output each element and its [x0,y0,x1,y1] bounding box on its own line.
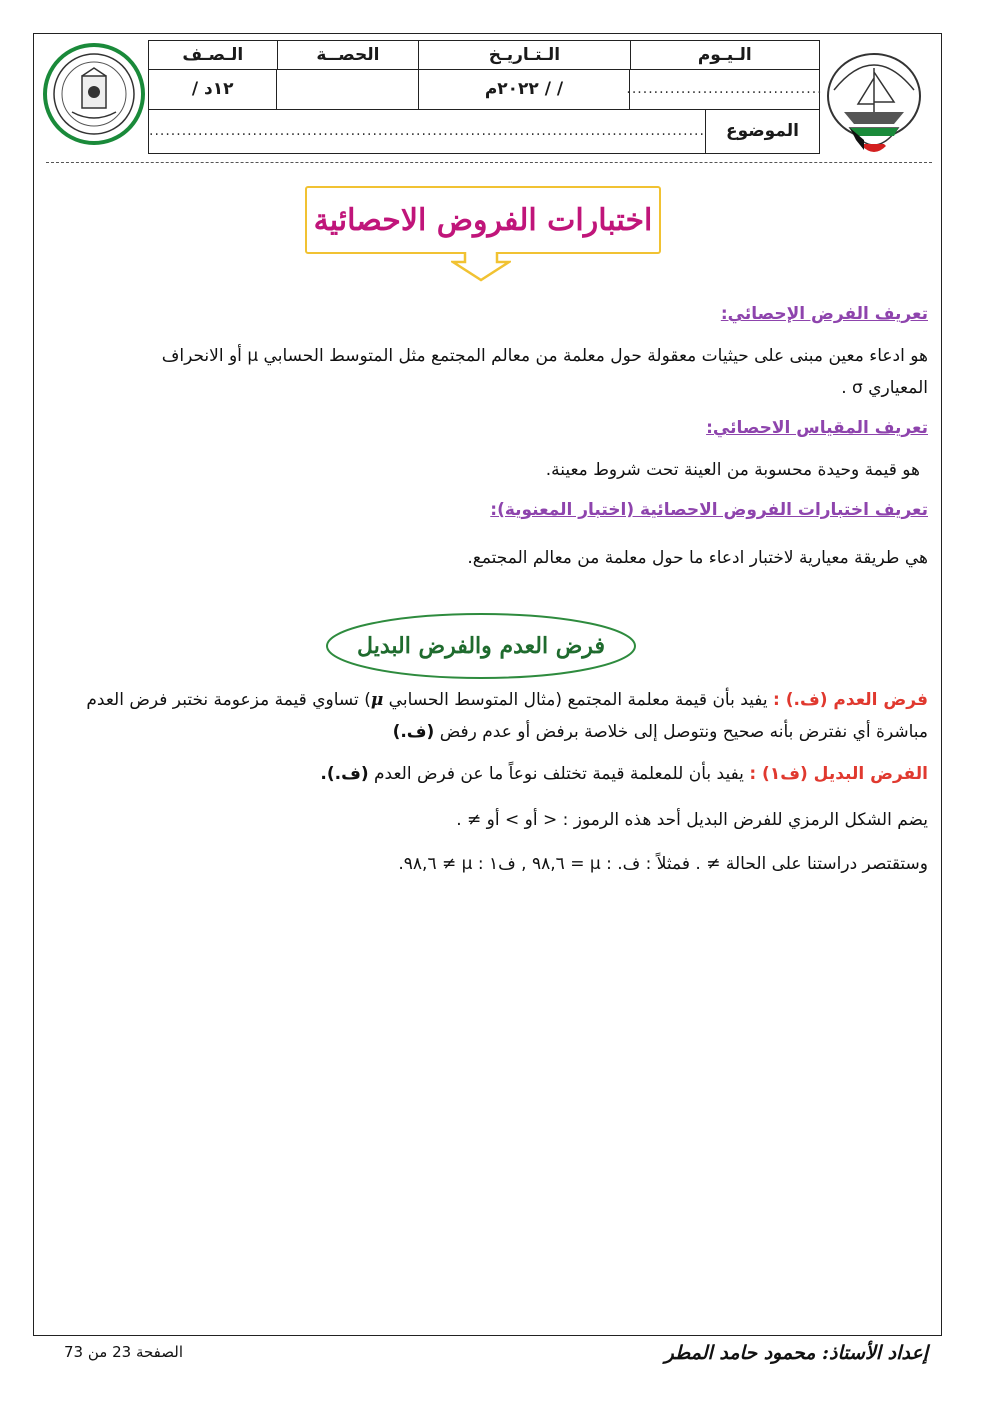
page-number: الصفحة 23 من 73 [64,1343,184,1361]
header-values-row [149,69,823,110]
header-table [148,40,823,154]
subject-field[interactable]: ...................................................................................................... [149,123,705,139]
def-tests-body: هي طريقة معيارية لاختبار ادعاء ما حول معلمة من معالم المجتمع. [467,548,928,568]
subtitle: فرض العدم والفرض البديل [357,633,605,659]
day-label: الـيـوم [630,41,819,69]
header-subject-row [149,109,819,153]
day-field[interactable]: .................................... [629,69,819,109]
page-title: اختبارات الفروض الاحصائية [313,202,653,238]
symbols-line: يضم الشكل الرمزي للفرض البديل أحد هذه الرموز : < أو > أو ≠ . [456,810,928,830]
author-credit: إعداد الأستاذ: محمود حامد المطر [664,1342,928,1364]
alt-hypothesis-line: الفرض البديل (ف١) : يفيد بأن للمعلمة قيمة تختلف نوعاً ما عن فرض العدم (ف.). [320,764,928,784]
null-hypothesis-line2: مباشرة أي نفترض بأنه صحيح ونتوصل إلى خلاصة برفض أو عدم رفض (ف.) [392,722,928,742]
class-label: الـصـف [182,45,244,65]
subject-label: الموضوع [705,109,819,153]
kuwait-emblem-logo [824,50,924,166]
null-hypothesis-label: فرض العدم (ف.) : [773,690,928,710]
date-field[interactable]: / / ٢٠٢٢م [418,69,629,109]
restrict-line: وستقتصر دراستنا على الحالة ≠ . فمثلاً : ف. : μ = ٩٨,٦ , ف١ : μ ≠ ٩٨,٦. [398,854,928,874]
def-statistic-body: هو قيمة وحيدة محسوبة من العينة تحت شروط معينة. [545,460,920,480]
def-hypothesis-heading: تعريف الفرض الإحصائي: [720,304,928,324]
period-label: الحصــة [277,41,419,69]
def-tests-heading: تعريف اختبارات الفروض الاحصائية (اختبار المعنوية): [490,500,928,520]
dashed-divider [46,162,932,163]
alt-hypothesis-label: الفرض البديل (ف١) : [749,764,928,784]
period-field[interactable] [276,69,417,109]
class-field[interactable]: ١٢د / [191,79,234,99]
title-box [305,186,661,254]
school-seal-logo [42,42,146,146]
def-hypothesis-line1: هو ادعاء معين مبنى على حيثيات معقولة حول معلمة من معالم المجتمع مثل المتوسط الحسابي μ أو الانحراف [161,346,928,366]
date-label: الـتـاريـخ [418,41,629,69]
header-labels-row [149,41,819,70]
down-arrow-icon [451,252,511,282]
null-hypothesis-line1: فرض العدم (ف.) : يفيد بأن قيمة معلمة المجتمع (مثال المتوسط الحسابي μ) تساوي قيمة مزعومة نختبر فرض العدم [86,690,928,710]
def-hypothesis-line2: المعياري σ . [841,378,928,398]
def-statistic-heading: تعريف المقياس الاحصائي: [706,418,928,438]
